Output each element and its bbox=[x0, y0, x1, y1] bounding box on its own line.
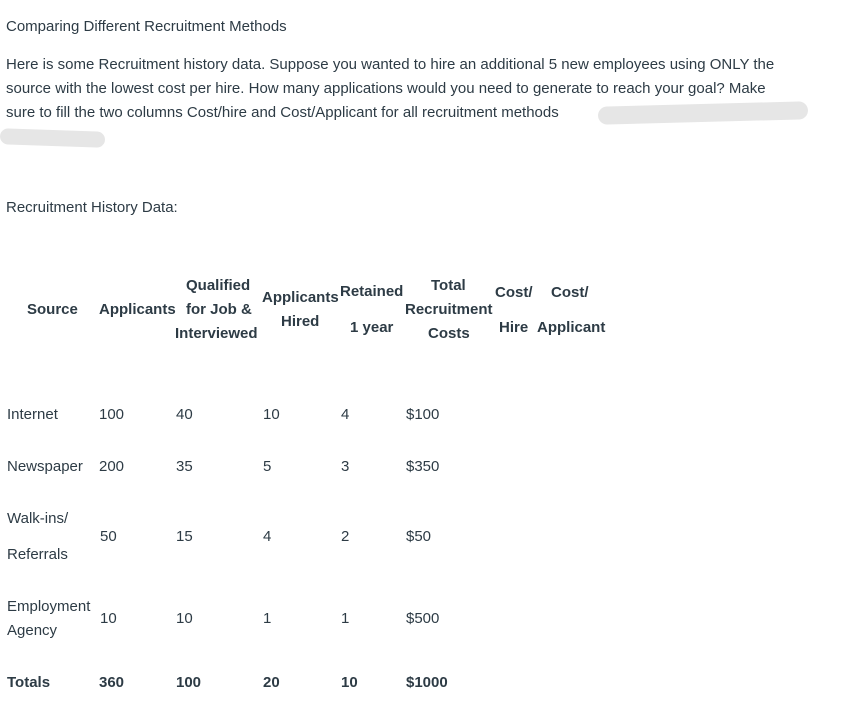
header-retained-line1: Retained bbox=[340, 283, 404, 300]
cell-applicants: 100 bbox=[99, 406, 125, 423]
totals-hired: 20 bbox=[263, 674, 280, 691]
header-qualified-line1: Qualified bbox=[186, 277, 251, 294]
cell-source: Newspaper bbox=[7, 458, 83, 475]
paragraph-line: Here is some Recruitment history data. Suppose you wanted to hire an additional 5 new employees using ONLY the bbox=[6, 56, 775, 73]
page-title: Comparing Different Recruitment Methods bbox=[6, 18, 287, 35]
paragraph-line: source with the lowest cost per hire. How many applications would you need to generate to reach your goal? Make bbox=[6, 80, 766, 97]
header-cost-hire-line1: Cost/ bbox=[495, 284, 533, 301]
totals-applicants: 360 bbox=[99, 674, 125, 691]
cell-qualified: 35 bbox=[176, 458, 193, 475]
cell-total-cost: $50 bbox=[406, 528, 432, 545]
cell-qualified: 40 bbox=[176, 406, 193, 423]
totals-label: Totals bbox=[7, 674, 51, 691]
cell-hired: 10 bbox=[263, 406, 280, 423]
header-qualified-line2: for Job & bbox=[186, 301, 252, 318]
totals-retained: 10 bbox=[341, 674, 358, 691]
cell-source-line1: Employment bbox=[7, 598, 91, 615]
header-applicants: Applicants bbox=[99, 301, 176, 318]
header-total-line1: Total bbox=[431, 277, 466, 294]
cell-qualified: 15 bbox=[176, 528, 193, 545]
cell-hired: 4 bbox=[263, 528, 272, 545]
section-label: Recruitment History Data: bbox=[6, 199, 178, 216]
header-total-line3: Costs bbox=[428, 325, 470, 342]
cell-applicants: 10 bbox=[100, 610, 117, 627]
cell-retained: 4 bbox=[341, 406, 350, 423]
header-hired-line2: Hired bbox=[281, 313, 320, 330]
cell-total-cost: $350 bbox=[406, 458, 440, 475]
cell-hired: 1 bbox=[263, 610, 272, 627]
redaction-mark bbox=[0, 128, 105, 148]
header-cost-applicant-line1: Cost/ bbox=[551, 284, 589, 301]
cell-total-cost: $500 bbox=[406, 610, 440, 627]
cell-source-line1: Walk-ins/ bbox=[7, 510, 69, 527]
header-source: Source bbox=[27, 301, 78, 318]
cell-applicants: 50 bbox=[100, 528, 117, 545]
cell-hired: 5 bbox=[263, 458, 272, 475]
cell-retained: 2 bbox=[341, 528, 350, 545]
paragraph-line: sure to fill the two columns Cost/hire and Cost/Applicant for all recruitment methods bbox=[6, 104, 559, 121]
cell-qualified: 10 bbox=[176, 610, 193, 627]
cell-source-line2: Agency bbox=[7, 622, 58, 639]
header-cost-applicant-line2: Applicant bbox=[537, 319, 606, 336]
cell-applicants: 200 bbox=[99, 458, 125, 475]
header-total-line2: Recruitment bbox=[405, 301, 493, 318]
cell-retained: 1 bbox=[341, 610, 350, 627]
cell-source: Internet bbox=[7, 406, 58, 423]
header-retained-line2: 1 year bbox=[350, 319, 394, 336]
totals-cost: $1000 bbox=[406, 674, 448, 691]
header-qualified-line3: Interviewed bbox=[175, 325, 258, 342]
header-cost-hire-line2: Hire bbox=[499, 319, 529, 336]
cell-total-cost: $100 bbox=[406, 406, 440, 423]
cell-source-line2: Referrals bbox=[7, 546, 68, 563]
cell-retained: 3 bbox=[341, 458, 350, 475]
header-hired-line1: Applicants bbox=[262, 289, 339, 306]
totals-qualified: 100 bbox=[176, 674, 202, 691]
